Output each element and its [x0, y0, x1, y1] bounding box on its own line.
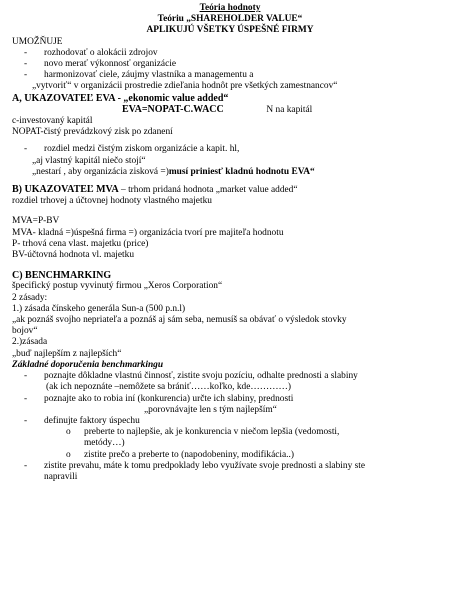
- list-item-text: rozhodovať o alokácii zdrojov: [44, 47, 158, 58]
- mva-formula: MVA=P-BV: [12, 216, 60, 227]
- section-b-heading: [12, 184, 448, 196]
- sub-list-item-continuation: metódy…): [84, 438, 125, 449]
- list-item: [12, 59, 448, 70]
- section-b-heading-bold: B) UKAZOVATEĽ MVA: [12, 184, 119, 196]
- sub-list-item-text: preberte to najlepšie, ak je konkurencia v niečom lepšia (vedomosti,: [84, 427, 340, 438]
- section-c-heading: C) BENCHMARKING: [12, 270, 112, 282]
- mva-line: BV-účtovná hodnota vl. majetku: [12, 250, 135, 261]
- list-item: [12, 394, 448, 405]
- bullet-circle: o: [66, 427, 71, 438]
- benchmark-line: 1.) zásada čínskeho generála Sun-a (500 p.n.l): [12, 303, 186, 314]
- bullet-dash: -: [24, 70, 28, 81]
- list-item: [12, 416, 448, 427]
- sub-list-item-text: zistite prečo a preberte to (napodobeniny, modifikácia..): [84, 449, 294, 460]
- bullet-dash: -: [24, 59, 28, 70]
- mva-line: MVA- kladná =)úspešná firma =) organizácia tvorí pre majiteľa hodnotu: [12, 227, 284, 238]
- definition-c: c-investovaný kapitál: [12, 116, 93, 127]
- benchmark-line: špecifický postup vyvinutý firmou „Xeros Corporation“: [12, 281, 223, 292]
- eva-note-1: „aj vlastný kapitál niečo stojí“: [32, 155, 146, 166]
- eva-formula-note: N na kapitál: [266, 104, 313, 115]
- definition-nopat: NOPAT-čistý prevádzkový zisk po zdanení: [12, 127, 173, 138]
- bullet-circle: o: [66, 449, 71, 460]
- list-item: [12, 48, 448, 59]
- list-item-text: novo merať výkonnosť organizácie: [44, 59, 177, 70]
- benchmark-line: bojov“: [12, 326, 38, 337]
- benchmark-line: 2 zásady:: [12, 292, 48, 303]
- eva-note-2: [12, 167, 448, 178]
- eva-formula-row: [12, 104, 448, 116]
- doc-subtitle-2: APLIKUJÚ VŠETKY ÚSPEŠNÉ FIRMY: [146, 25, 314, 36]
- list-item: [12, 144, 448, 155]
- benchmark-line: „buď najlepším z najlepších“: [12, 348, 122, 359]
- section-b-subtitle: rozdiel trhovej a účtovnej hodnoty vlastného majetku: [12, 196, 212, 207]
- section-a-heading-prefix: A, UKAZOVATEĽ EVA -: [12, 92, 124, 104]
- list-item-continuation: „porovnávajte len s tým najlepším“: [144, 404, 277, 415]
- bullet-dash: -: [24, 144, 28, 155]
- document-page: [12, 3, 448, 483]
- list-item-continuation: napravili: [44, 471, 78, 482]
- bullet-dash: -: [24, 415, 28, 426]
- benchmark-line: 2.)zásada: [12, 337, 48, 348]
- sub-list-item: [12, 427, 448, 438]
- list-item-continuation: (ak ich nepoznáte –nemôžete sa brániť……koľko, kde…………): [46, 382, 291, 393]
- eva-formula: EVA=NOPAT-C.WACC: [122, 103, 224, 115]
- doc-title: Teória hodnoty: [199, 3, 261, 13]
- list-item-text: poznajte ako to robia iní (konkurencia) určte ich slabiny, prednosti: [44, 393, 294, 404]
- list-item-text: harmonizovať ciele, záujmy vlastníka a managementu a: [44, 70, 254, 81]
- eva-note-2-plain: „nestarí , aby organizácia zisková =): [32, 166, 169, 177]
- bullet-dash: -: [24, 371, 28, 382]
- recommendations-heading: Základné doporučenia benchmarkingu: [12, 359, 164, 370]
- list-item-text: rozdiel medzi čistým ziskom organizácie a kapit. hl,: [44, 144, 240, 155]
- umoznuje-heading: UMOŽŇUJE: [12, 36, 63, 47]
- umoznuje-trailing: „vytvoriť“ v organizácii prostredie zdieľania hodnôt pre všetkých zamestnancov“: [32, 81, 338, 92]
- eva-note-2-bold: musí priniesť kladnú hodnotu EVA“: [168, 166, 315, 177]
- list-item: [12, 371, 448, 382]
- section-a-heading-quote: „ekonomic value added“: [123, 92, 229, 104]
- doc-subtitle: Teóriu „SHAREHOLDER VALUE“: [157, 14, 303, 25]
- list-item: [12, 461, 448, 472]
- mva-line: P- trhová cena vlast. majetku (price): [12, 238, 149, 249]
- list-item-text: zistite prevahu, máte k tomu predpoklady lebo využívate svoje prednosti a slabiny ste: [44, 460, 366, 471]
- list-item: [12, 70, 448, 81]
- list-item-text: poznajte dôkladne vlastnú činnosť, zistite svoju pozíciu, odhalte prednosti a slabiny: [44, 371, 358, 382]
- section-b-heading-rest: – trhom pridaná hodnota „market value added“: [118, 185, 298, 196]
- section-a-heading: [12, 93, 448, 104]
- bullet-dash: -: [24, 460, 28, 471]
- benchmark-line: „ak poznáš svojho nepriateľa a poznáš aj sám seba, nemusíš sa obávať o výsledok stovky: [12, 315, 347, 326]
- list-item-text: definujte faktory úspechu: [44, 415, 140, 426]
- bullet-dash: -: [24, 47, 28, 58]
- bullet-dash: -: [24, 393, 28, 404]
- sub-list-item: [12, 450, 448, 461]
